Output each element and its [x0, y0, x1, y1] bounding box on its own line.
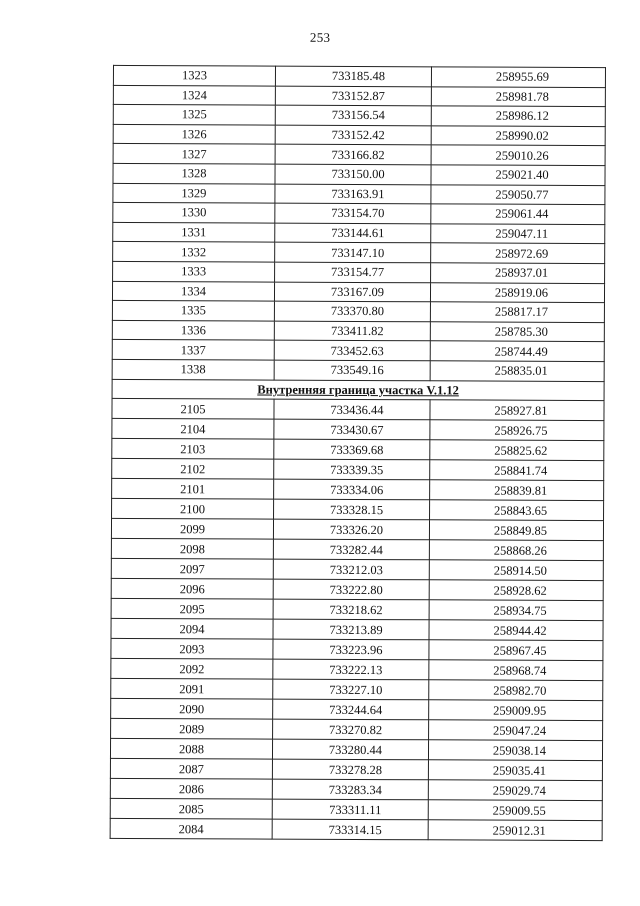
- point-number-cell: 1328: [113, 163, 275, 183]
- point-number-cell: 1331: [113, 222, 275, 242]
- table-row: [112, 340, 604, 362]
- point-number-cell: 2087: [110, 759, 272, 780]
- point-number-cell: 1334: [112, 281, 274, 301]
- y-coordinate-cell: 258968.74: [429, 660, 603, 681]
- point-number-cell: 2096: [111, 579, 273, 600]
- x-coordinate-cell: 733549.16: [274, 360, 430, 380]
- table-row: [113, 105, 605, 127]
- x-coordinate-cell: 733339.35: [274, 459, 430, 480]
- point-number-cell: 2084: [110, 819, 272, 840]
- x-coordinate-cell: 733328.15: [274, 499, 430, 520]
- x-coordinate-cell: 733150.00: [275, 164, 431, 184]
- y-coordinate-cell: 258990.02: [431, 126, 605, 146]
- table-row: [113, 144, 605, 166]
- point-number-cell: 2093: [111, 639, 273, 660]
- point-number-cell: 1326: [113, 124, 275, 144]
- y-coordinate-cell: 258868.26: [429, 540, 603, 561]
- table-row: [112, 419, 604, 441]
- page-number: 253: [309, 29, 331, 45]
- x-coordinate-cell: 733154.70: [275, 203, 431, 223]
- point-number-cell: 1335: [112, 301, 274, 321]
- y-coordinate-cell: 258928.62: [429, 580, 603, 601]
- x-coordinate-cell: 733144.61: [275, 223, 431, 243]
- x-coordinate-cell: 733283.34: [272, 779, 428, 800]
- point-number-cell: 1323: [113, 65, 275, 85]
- table-row: [112, 459, 604, 481]
- section-title: Внутренняя граница участка V.1.12: [112, 379, 604, 401]
- table-row: [111, 619, 603, 641]
- point-number-cell: 1329: [113, 183, 275, 203]
- table-row: [111, 519, 603, 541]
- y-coordinate-cell: 259009.55: [428, 800, 602, 821]
- point-number-cell: 1336: [112, 320, 274, 340]
- table-row: [111, 639, 603, 661]
- point-number-cell: 2091: [111, 679, 273, 700]
- point-number-cell: 2086: [110, 779, 272, 800]
- y-coordinate-cell: 259050.77: [431, 184, 605, 204]
- point-number-cell: 1325: [113, 105, 275, 125]
- y-coordinate-cell: 258944.42: [429, 620, 603, 641]
- y-coordinate-cell: 258839.81: [430, 480, 604, 501]
- x-coordinate-cell: 733222.80: [273, 579, 429, 600]
- y-coordinate-cell: 258926.75: [430, 420, 604, 441]
- table-row: [113, 163, 605, 185]
- x-coordinate-cell: 733280.44: [272, 739, 428, 760]
- point-number-cell: 2103: [112, 439, 274, 460]
- y-coordinate-cell: 259010.26: [431, 145, 605, 165]
- point-number-cell: 2105: [112, 399, 274, 420]
- y-coordinate-cell: 258744.49: [430, 341, 604, 361]
- y-coordinate-cell: 258843.65: [430, 500, 604, 521]
- x-coordinate-cell: 733370.80: [274, 301, 430, 321]
- y-coordinate-cell: 258919.06: [430, 282, 604, 302]
- point-number-cell: 2090: [111, 699, 273, 720]
- point-number-cell: 2088: [110, 739, 272, 760]
- table-row: [113, 203, 605, 225]
- table-row: [113, 222, 605, 244]
- y-coordinate-cell: 258937.01: [431, 263, 605, 283]
- x-coordinate-cell: 733212.03: [273, 559, 429, 580]
- x-coordinate-cell: 733314.15: [272, 819, 428, 840]
- x-coordinate-cell: 733222.13: [273, 659, 429, 680]
- y-coordinate-cell: 259009.95: [429, 700, 603, 721]
- y-coordinate-cell: 258914.50: [429, 560, 603, 581]
- x-coordinate-cell: 733218.62: [273, 599, 429, 620]
- y-coordinate-cell: 258849.85: [429, 520, 603, 541]
- table-row: [110, 819, 602, 841]
- table-row: [112, 499, 604, 521]
- x-coordinate-cell: 733278.28: [272, 759, 428, 780]
- x-coordinate-cell: 733163.91: [275, 184, 431, 204]
- table-row: [113, 242, 605, 264]
- y-coordinate-cell: 259021.40: [431, 165, 605, 185]
- y-coordinate-cell: 259038.14: [428, 740, 602, 761]
- y-coordinate-cell: 258981.78: [431, 86, 605, 106]
- section-row: [112, 379, 604, 401]
- point-number-cell: 2094: [111, 619, 273, 640]
- point-number-cell: 2095: [111, 599, 273, 620]
- table-body-part1: [112, 65, 605, 381]
- x-coordinate-cell: 733223.96: [273, 639, 429, 660]
- y-coordinate-cell: 258785.30: [430, 322, 604, 342]
- y-coordinate-cell: 258982.70: [429, 680, 603, 701]
- table-row: [113, 261, 605, 283]
- y-coordinate-cell: 258927.81: [430, 400, 604, 421]
- table-row: [111, 699, 603, 721]
- x-coordinate-cell: 733452.63: [274, 340, 430, 360]
- x-coordinate-cell: 733430.67: [274, 419, 430, 440]
- table-row: [110, 799, 602, 821]
- x-coordinate-cell: 733156.54: [275, 105, 431, 125]
- coordinates-table: [110, 65, 606, 841]
- x-coordinate-cell: 733167.09: [274, 282, 430, 302]
- y-coordinate-cell: 258967.45: [429, 640, 603, 661]
- x-coordinate-cell: 733334.06: [274, 479, 430, 500]
- point-number-cell: 1338: [112, 359, 274, 379]
- table-row: [113, 183, 605, 205]
- y-coordinate-cell: 259061.44: [431, 204, 605, 224]
- x-coordinate-cell: 733270.82: [273, 719, 429, 740]
- point-number-cell: 2085: [110, 799, 272, 820]
- y-coordinate-cell: 258841.74: [430, 460, 604, 481]
- table-row: [112, 359, 604, 381]
- point-number-cell: 2101: [112, 479, 274, 500]
- table-row: [111, 599, 603, 621]
- y-coordinate-cell: 259047.24: [429, 720, 603, 741]
- point-number-cell: 2099: [111, 519, 273, 540]
- table-row: [111, 719, 603, 741]
- table-row: [111, 579, 603, 601]
- table-row: [110, 779, 602, 801]
- x-coordinate-cell: 733152.87: [275, 86, 431, 106]
- table-row: [113, 85, 605, 107]
- y-coordinate-cell: 258817.17: [430, 302, 604, 322]
- point-number-cell: 2100: [112, 499, 274, 520]
- x-coordinate-cell: 733311.11: [272, 799, 428, 820]
- x-coordinate-cell: 733227.10: [273, 679, 429, 700]
- table-row: [113, 124, 605, 146]
- point-number-cell: 1332: [113, 242, 275, 262]
- table-row: [113, 65, 605, 87]
- y-coordinate-cell: 258955.69: [431, 67, 605, 87]
- x-coordinate-cell: 733282.44: [273, 539, 429, 560]
- table-row: [111, 679, 603, 701]
- point-number-cell: 1333: [113, 261, 275, 281]
- table-row: [111, 559, 603, 581]
- y-coordinate-cell: 259035.41: [428, 760, 602, 781]
- y-coordinate-cell: 258972.69: [431, 243, 605, 263]
- x-coordinate-cell: 733166.82: [275, 145, 431, 165]
- table-section-header: [112, 379, 604, 401]
- point-number-cell: 2092: [111, 659, 273, 680]
- table-row: [111, 659, 603, 681]
- table-row: [112, 320, 604, 342]
- x-coordinate-cell: 733369.68: [274, 439, 430, 460]
- table-row: [110, 759, 602, 781]
- x-coordinate-cell: 733326.20: [273, 519, 429, 540]
- x-coordinate-cell: 733411.82: [274, 321, 430, 341]
- point-number-cell: 2102: [112, 459, 274, 480]
- table-row: [112, 439, 604, 461]
- point-number-cell: 2104: [112, 419, 274, 440]
- point-number-cell: 1324: [113, 85, 275, 105]
- y-coordinate-cell: 259029.74: [428, 780, 602, 801]
- point-number-cell: 1330: [113, 203, 275, 223]
- point-number-cell: 1337: [112, 340, 274, 360]
- y-coordinate-cell: 259012.31: [428, 820, 602, 841]
- point-number-cell: 1327: [113, 144, 275, 164]
- x-coordinate-cell: 733185.48: [275, 66, 431, 86]
- point-number-cell: 2098: [111, 539, 273, 560]
- table-row: [112, 479, 604, 501]
- x-coordinate-cell: 733154.77: [275, 262, 431, 282]
- y-coordinate-cell: 259047.11: [431, 224, 605, 244]
- point-number-cell: 2089: [111, 719, 273, 740]
- table-row: [111, 539, 603, 561]
- table-row: [110, 739, 602, 761]
- y-coordinate-cell: 258835.01: [430, 361, 604, 381]
- x-coordinate-cell: 733436.44: [274, 399, 430, 420]
- x-coordinate-cell: 733147.10: [275, 242, 431, 262]
- table-body-part2: [110, 399, 604, 841]
- point-number-cell: 2097: [111, 559, 273, 580]
- x-coordinate-cell: 733152.42: [275, 125, 431, 145]
- y-coordinate-cell: 258934.75: [429, 600, 603, 621]
- table-row: [112, 399, 604, 421]
- table-row: [112, 281, 604, 303]
- x-coordinate-cell: 733213.89: [273, 619, 429, 640]
- table-row: [112, 301, 604, 323]
- y-coordinate-cell: 258825.62: [430, 440, 604, 461]
- x-coordinate-cell: 733244.64: [273, 699, 429, 720]
- y-coordinate-cell: 258986.12: [431, 106, 605, 126]
